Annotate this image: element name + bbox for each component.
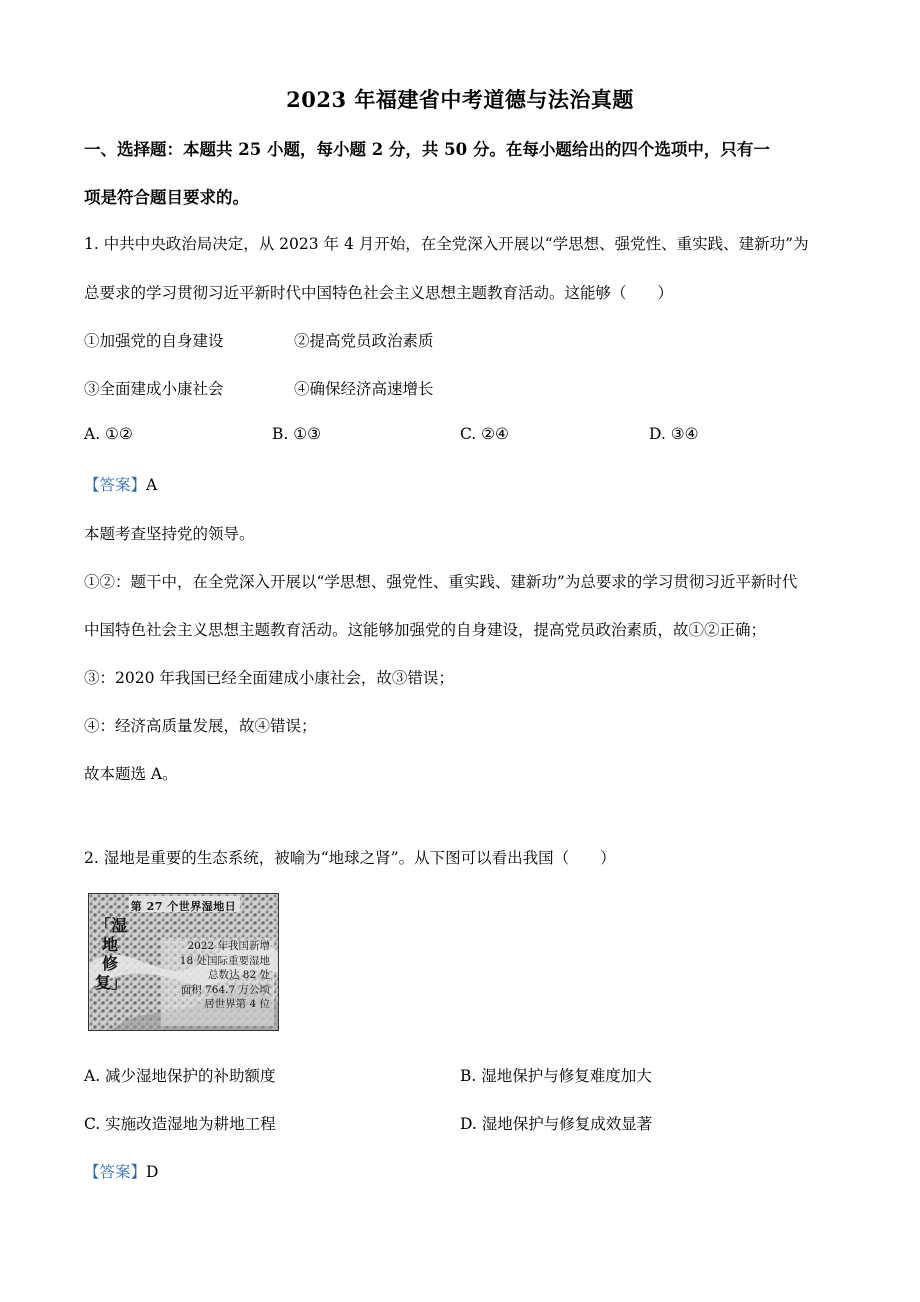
- figure-caption-line: 面积 764.7 万公顷: [180, 983, 270, 996]
- q2-stem: 2. 湿地是重要的生态系统，被喻为“地球之肾”。从下图可以看出我国（ ）: [84, 849, 616, 867]
- q2-answer-tag: 【答案】: [84, 1163, 147, 1181]
- q1-item-1: ①加强党的自身建设: [84, 332, 224, 350]
- wetland-figure: [88, 893, 279, 1031]
- q1-explanation-line: 故本题选 A。: [84, 765, 178, 783]
- q2-option-d: D. 湿地保护与修复成效显著: [460, 1115, 653, 1133]
- q1-answer-value: A: [146, 476, 158, 494]
- figure-vertical-title: 「湿地修复」: [95, 916, 128, 992]
- q1-answer: [84, 473, 157, 495]
- figure-caption-line: 18 处国际重要湿地: [179, 954, 270, 967]
- figure-caption-line: 总数达 82 处: [207, 969, 270, 981]
- q1-answer-tag: 【答案】: [84, 476, 147, 494]
- figure-caption: [160, 939, 270, 1012]
- figure-caption-line: 居世界第 4 位: [204, 998, 270, 1010]
- q1-explanation-line: 中国特色社会主义思想主题教育活动。这能够加强党的自身建设，提高党员政治素质，故①②正确；: [84, 621, 767, 639]
- q1-explanation-line: 本题考查坚持党的领导。: [84, 525, 255, 543]
- q1-item-2: ②提高党员政治素质: [294, 332, 434, 350]
- page-title: 2023 年福建省中考道德与法治真题: [286, 87, 634, 112]
- figure-header: 第 27 个世界湿地日: [130, 900, 237, 913]
- section-heading-line2: 项是符合题目要求的。: [84, 188, 249, 207]
- q1-option-b: B. ①③: [272, 425, 322, 443]
- q1-item-4: ④确保经济高速增长: [294, 380, 434, 398]
- figure-caption-line: 2022 年我国新增: [187, 940, 270, 952]
- q1-explanation-line: ④：经济高质量发展，故④错误；: [84, 717, 317, 735]
- q1-explanation-line: ①②：题干中，在全党深入开展以“学思想、强党性、重实践、建新功”为总要求的学习贯彻习近平新时代: [84, 573, 798, 591]
- q1-stem-line1: 1. 中共中央政治局决定，从 2023 年 4 月开始，在全党深入开展以“学思想、强党性、重实践、建新功”为: [84, 235, 809, 253]
- q1-item-3: ③全面建成小康社会: [84, 380, 224, 398]
- q1-stem-line2: 总要求的学习贯彻习近平新时代中国特色社会主义思想主题教育活动。这能够（ ）: [84, 284, 674, 302]
- q2-answer-value: D: [146, 1163, 159, 1181]
- q2-answer: [84, 1160, 158, 1182]
- q1-explanation-line: ③：2020 年我国已经全面建成小康社会，故③错误；: [84, 669, 454, 687]
- q1-option-d: D. ③④: [649, 425, 699, 443]
- q2-option-b: B. 湿地保护与修复难度加大: [460, 1067, 652, 1085]
- q2-option-c: C. 实施改造湿地为耕地工程: [84, 1115, 276, 1133]
- q1-option-c: C. ②④: [460, 425, 509, 443]
- q2-option-a: A. 减少湿地保护的补助额度: [84, 1067, 276, 1085]
- section-heading-line1: 一、选择题：本题共 25 小题，每小题 2 分，共 50 分。在每小题给出的四个选项中，只有一: [84, 140, 770, 159]
- q1-option-a: A. ①②: [84, 425, 133, 443]
